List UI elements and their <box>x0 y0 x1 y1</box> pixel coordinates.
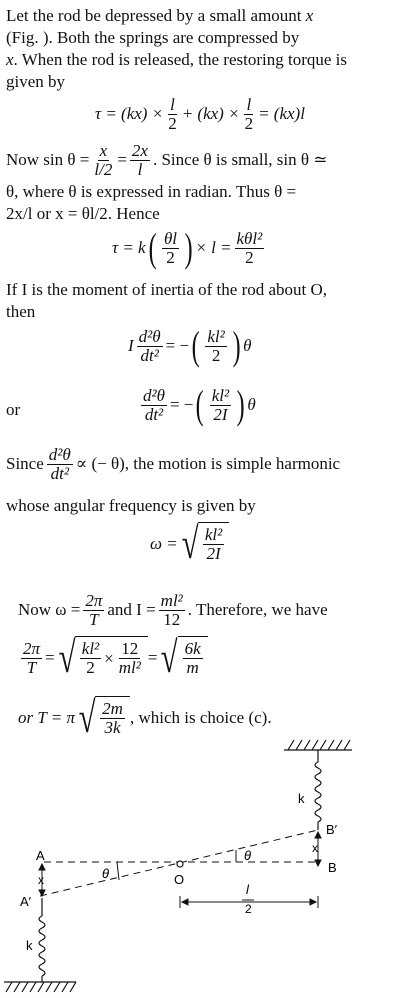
rod-spring-diagram <box>0 738 403 998</box>
text-line: If I is the moment of inertia of the rod about O, <box>6 280 328 299</box>
text-line: x. When the rod is released, the restoring torque is <box>6 50 347 69</box>
text-line: Let the rod be depressed by a small amount x <box>6 6 314 25</box>
label-b: B <box>328 860 337 875</box>
text-line: given by <box>6 72 66 91</box>
text-line: θ, where θ is expressed in radian. Thus θ = <box>6 182 297 201</box>
spring-label-top: k <box>298 791 305 806</box>
pivot-point <box>177 861 183 867</box>
spring-bottom <box>39 898 45 982</box>
text-line: Now sin θ = $\frac{x}{l/2}$ = $\frac{2x}{l}$ . Since θ is small, sin θ ≃ <box>6 141 328 179</box>
text-line: Since $\frac{\text{d²θ}}{\text{dt²}}$ ∝ (− θ), the motion is simple harmonic <box>6 445 341 483</box>
floor-support <box>4 982 76 992</box>
label-x-right: x <box>312 841 318 855</box>
label-l-denominator: 2 <box>245 902 252 916</box>
text-or: or <box>6 400 21 419</box>
ceiling-support <box>284 740 352 750</box>
text-line: whose angular frequency is given by <box>6 496 256 515</box>
angle-marker-left <box>117 862 119 880</box>
label-o: O <box>174 872 185 887</box>
spring-top <box>315 750 321 830</box>
text-line: (Fig. ). Both the springs are compressed by <box>6 28 300 47</box>
label-theta-right: θ <box>244 848 252 863</box>
equation-period: $\frac{2\pi}{T}$ = √ $\frac{\text{kl²}}{2}$ × $\frac{12}{\text{ml²}}$ = √ $\frac{6k}{m}$ <box>18 636 208 680</box>
label-a: A <box>36 848 45 863</box>
equation-motion-2: $\frac{\text{d²θ}}{\text{dt²}}$ = − ( $\frac{\text{kl²}}{2I}$ ) θ <box>143 382 256 427</box>
equation-answer: or T = π √ $\frac{2m}{3k}$ , which is choice (c). <box>18 693 272 742</box>
equation-torque-2: τ = k ( $\frac{\theta l}{2}$ ) × l = $\frac{\text{kθl²}}{2}$ <box>112 225 263 270</box>
label-theta-left: θ <box>102 866 110 881</box>
equation-torque: τ = (kx) × $\frac{l}{2}$ + (kx) × $\frac{l}{2}$ = (kx)l <box>95 95 305 133</box>
label-b-prime: B′ <box>326 822 338 837</box>
equation-omega: ω = √ $\frac{\text{kl²}}{2I}$ <box>150 522 229 566</box>
text-line: Now ω = $\frac{2\pi}{T}$ and I = $\frac{\text{ml²}}{12}$ . Therefore, we have <box>18 591 328 629</box>
label-x-left: x <box>38 873 44 887</box>
text-line: then <box>6 302 36 321</box>
label-a-prime: A′ <box>20 894 32 909</box>
spring-label-bottom: k <box>26 938 33 953</box>
text-line: 2x/l or x = θl/2. Hence <box>6 204 160 223</box>
label-l-numerator: l <box>246 882 249 897</box>
equation-motion-1: I $\frac{\text{d²θ}}{\text{dt²}}$ = − ( $\frac{\text{kl²}}{2}$ ) θ <box>128 323 252 368</box>
